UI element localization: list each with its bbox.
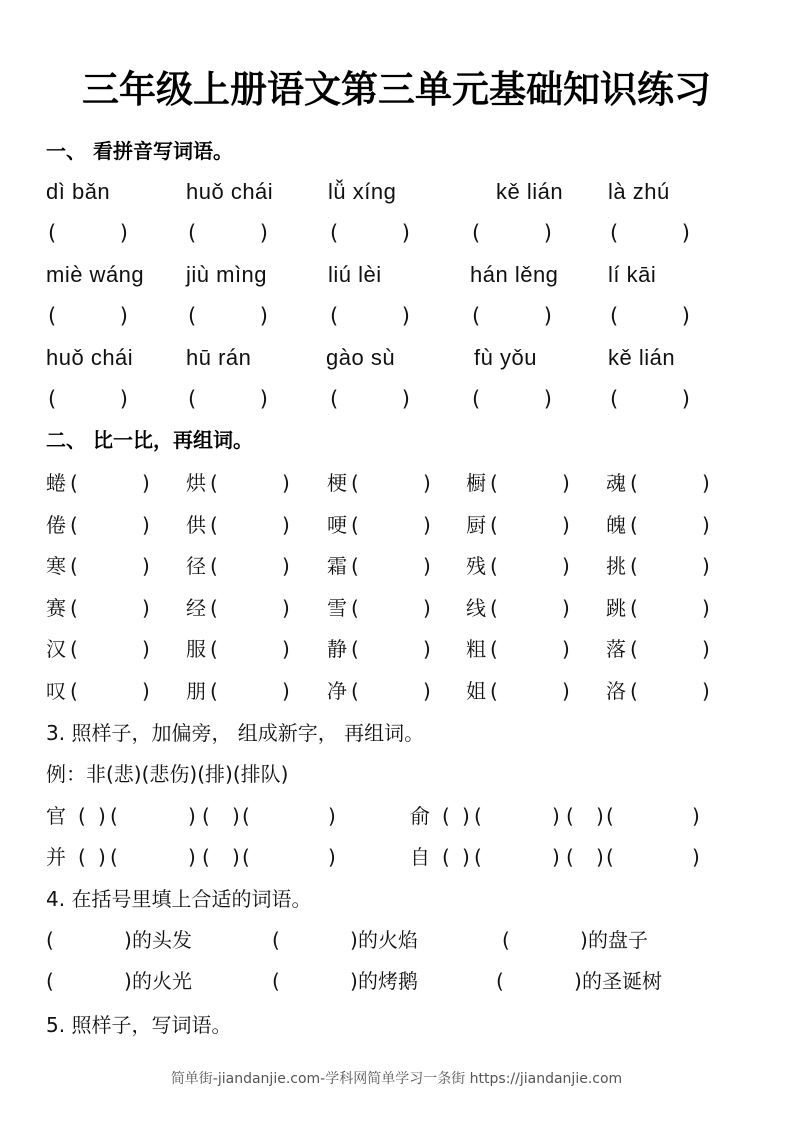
close-paren: ) bbox=[681, 221, 690, 245]
close-paren: ) bbox=[562, 471, 570, 495]
compare-item[interactable] bbox=[466, 551, 586, 581]
open-paren: ( bbox=[442, 845, 450, 869]
close-paren: ) bbox=[98, 804, 106, 828]
open-paren: ( bbox=[70, 554, 78, 578]
close-paren: ) bbox=[552, 804, 560, 828]
close-paren: ) bbox=[543, 221, 552, 245]
open-paren: ( bbox=[78, 845, 86, 869]
close-paren: ) bbox=[596, 845, 604, 869]
base-char: 并 bbox=[46, 845, 66, 869]
compare-row bbox=[0, 593, 793, 623]
compare-item[interactable] bbox=[46, 551, 166, 581]
base-char: 俞 bbox=[410, 804, 430, 828]
pinyin-row bbox=[0, 260, 793, 290]
radical-item[interactable] bbox=[46, 801, 376, 831]
answer-row bbox=[0, 384, 793, 414]
answer-blank[interactable] bbox=[46, 218, 128, 248]
open-paren: ( bbox=[474, 804, 482, 828]
open-paren: ( bbox=[70, 471, 78, 495]
close-paren: ) bbox=[702, 637, 710, 661]
pinyin-prompt: huǒ chái bbox=[186, 179, 274, 204]
answer-blank[interactable] bbox=[470, 301, 552, 331]
open-paren: ( bbox=[188, 221, 197, 245]
compare-char: 静 bbox=[327, 637, 347, 661]
compare-char: 哽 bbox=[327, 513, 347, 537]
fill-item[interactable] bbox=[46, 925, 246, 955]
pinyin-row bbox=[0, 343, 793, 373]
close-paren: ) bbox=[702, 513, 710, 537]
open-paren: ( bbox=[210, 596, 218, 620]
compare-item[interactable] bbox=[466, 510, 586, 540]
close-paren: ) bbox=[119, 304, 128, 328]
answer-blank[interactable] bbox=[470, 218, 552, 248]
open-paren: ( bbox=[110, 845, 118, 869]
close-paren: ) bbox=[232, 804, 240, 828]
open-paren: ( bbox=[70, 637, 78, 661]
close-paren: ) bbox=[423, 596, 431, 620]
answer-blank[interactable] bbox=[328, 301, 410, 331]
open-paren: ( bbox=[490, 596, 498, 620]
compare-item[interactable] bbox=[327, 634, 447, 664]
compare-char: 橱 bbox=[466, 471, 486, 495]
compare-item[interactable] bbox=[46, 593, 166, 623]
close-paren: ) bbox=[692, 804, 700, 828]
open-paren: ( bbox=[502, 928, 510, 952]
close-paren: ) bbox=[401, 304, 410, 328]
compare-item[interactable] bbox=[466, 634, 586, 664]
answer-blank[interactable] bbox=[46, 301, 128, 331]
section-heading-fill-words: 4. 在括号里填上合适的词语。 bbox=[46, 887, 312, 911]
section-heading-radicals: 3. 照样子，加偏旁， 组成新字， 再组词。 bbox=[46, 721, 425, 745]
close-paren: ) bbox=[282, 513, 290, 537]
close-paren: ) bbox=[282, 554, 290, 578]
open-paren: ( bbox=[242, 845, 250, 869]
compare-item[interactable] bbox=[327, 593, 447, 623]
pinyin-prompt: miè wáng bbox=[46, 262, 145, 287]
close-paren: ) bbox=[543, 387, 552, 411]
noun-phrase: 的烤鹅 bbox=[358, 969, 418, 993]
open-paren: ( bbox=[490, 513, 498, 537]
close-paren: ) bbox=[259, 304, 268, 328]
open-paren: ( bbox=[351, 596, 359, 620]
open-paren: ( bbox=[272, 969, 280, 993]
open-paren: ( bbox=[630, 637, 638, 661]
pinyin-prompt: jiù mìng bbox=[186, 262, 268, 287]
compare-item[interactable] bbox=[46, 510, 166, 540]
close-paren: ) bbox=[282, 596, 290, 620]
fill-item[interactable] bbox=[502, 925, 702, 955]
open-paren: ( bbox=[202, 845, 210, 869]
open-paren: ( bbox=[351, 471, 359, 495]
compare-char: 魄 bbox=[606, 513, 626, 537]
compare-item[interactable] bbox=[606, 676, 726, 706]
close-paren: ) bbox=[562, 513, 570, 537]
close-paren: ) bbox=[423, 554, 431, 578]
open-paren: ( bbox=[70, 679, 78, 703]
section-heading-pinyin: 一、 看拼音写词语。 bbox=[46, 139, 233, 163]
open-paren: ( bbox=[630, 471, 638, 495]
open-paren: ( bbox=[351, 554, 359, 578]
close-paren: ) bbox=[702, 471, 710, 495]
close-paren: ) bbox=[702, 554, 710, 578]
close-paren: ) bbox=[232, 845, 240, 869]
open-paren: ( bbox=[610, 304, 619, 328]
compare-item[interactable] bbox=[606, 593, 726, 623]
close-paren: ) bbox=[119, 387, 128, 411]
fill-item[interactable] bbox=[272, 925, 472, 955]
answer-row bbox=[0, 301, 793, 331]
open-paren: ( bbox=[630, 596, 638, 620]
pinyin-prompt: lí kāi bbox=[608, 262, 657, 287]
compare-char: 服 bbox=[186, 637, 206, 661]
footer-watermark: 简单街-jiandanjie.com-学科网简单学习一条街 https://jiandanjie.com bbox=[170, 1071, 623, 1087]
pinyin-row bbox=[0, 177, 793, 207]
open-paren: ( bbox=[610, 387, 619, 411]
close-paren: ) bbox=[142, 679, 150, 703]
open-paren: ( bbox=[330, 304, 339, 328]
open-paren: ( bbox=[210, 554, 218, 578]
close-paren: ) bbox=[462, 804, 470, 828]
close-paren: ) bbox=[142, 471, 150, 495]
open-paren: ( bbox=[46, 928, 54, 952]
close-paren: ) bbox=[142, 637, 150, 661]
close-paren: ) bbox=[562, 637, 570, 661]
close-paren: ) bbox=[124, 928, 132, 952]
close-paren: ) bbox=[580, 928, 588, 952]
close-paren: ) bbox=[562, 596, 570, 620]
answer-blank[interactable] bbox=[186, 301, 268, 331]
close-paren: ) bbox=[423, 513, 431, 537]
compare-item[interactable] bbox=[466, 676, 586, 706]
compare-item[interactable] bbox=[186, 593, 306, 623]
close-paren: ) bbox=[702, 596, 710, 620]
compare-item[interactable] bbox=[186, 468, 306, 498]
close-paren: ) bbox=[552, 845, 560, 869]
pinyin-prompt: hán lěng bbox=[470, 262, 559, 287]
open-paren: ( bbox=[630, 513, 638, 537]
compare-char: 雪 bbox=[327, 596, 347, 620]
compare-char: 倦 bbox=[46, 513, 66, 537]
close-paren: ) bbox=[681, 304, 690, 328]
noun-phrase: 的圣诞树 bbox=[582, 969, 662, 993]
compare-char: 洛 bbox=[606, 679, 626, 703]
close-paren: ) bbox=[350, 928, 358, 952]
section-heading-write-words: 5. 照样子，写词语。 bbox=[46, 1013, 232, 1037]
answer-blank[interactable] bbox=[46, 384, 128, 414]
compare-row bbox=[0, 634, 793, 664]
base-char: 自 bbox=[410, 845, 430, 869]
open-paren: ( bbox=[272, 928, 280, 952]
close-paren: ) bbox=[702, 679, 710, 703]
pinyin-prompt: hū rán bbox=[186, 345, 252, 370]
answer-blank[interactable] bbox=[608, 301, 690, 331]
compare-item[interactable] bbox=[46, 676, 166, 706]
open-paren: ( bbox=[474, 845, 482, 869]
answer-blank[interactable] bbox=[608, 384, 690, 414]
close-paren: ) bbox=[188, 804, 196, 828]
open-paren: ( bbox=[210, 471, 218, 495]
open-paren: ( bbox=[210, 513, 218, 537]
close-paren: ) bbox=[462, 845, 470, 869]
compare-char: 落 bbox=[606, 637, 626, 661]
pinyin-prompt: huǒ chái bbox=[46, 345, 134, 370]
fill-row bbox=[0, 966, 793, 996]
close-paren: ) bbox=[562, 679, 570, 703]
answer-blank[interactable] bbox=[186, 218, 268, 248]
open-paren: ( bbox=[46, 969, 54, 993]
open-paren: ( bbox=[330, 387, 339, 411]
compare-item[interactable] bbox=[606, 510, 726, 540]
compare-item[interactable] bbox=[186, 551, 306, 581]
close-paren: ) bbox=[401, 387, 410, 411]
compare-row bbox=[0, 468, 793, 498]
open-paren: ( bbox=[496, 969, 504, 993]
open-paren: ( bbox=[188, 387, 197, 411]
compare-item[interactable] bbox=[327, 551, 447, 581]
open-paren: ( bbox=[78, 804, 86, 828]
compare-item[interactable] bbox=[46, 634, 166, 664]
close-paren: ) bbox=[692, 845, 700, 869]
noun-phrase: 的头发 bbox=[132, 928, 192, 952]
noun-phrase: 的火光 bbox=[132, 969, 192, 993]
radical-item[interactable] bbox=[410, 842, 740, 872]
open-paren: ( bbox=[606, 845, 614, 869]
compare-char: 魂 bbox=[606, 471, 626, 495]
compare-item[interactable] bbox=[327, 468, 447, 498]
compare-item[interactable] bbox=[327, 510, 447, 540]
pinyin-prompt: là zhú bbox=[608, 179, 670, 204]
open-paren: ( bbox=[70, 596, 78, 620]
open-paren: ( bbox=[48, 387, 57, 411]
answer-blank[interactable] bbox=[470, 384, 552, 414]
compare-char: 汉 bbox=[46, 637, 66, 661]
compare-char: 寒 bbox=[46, 554, 66, 578]
compare-char: 霜 bbox=[327, 554, 347, 578]
noun-phrase: 的火焰 bbox=[358, 928, 418, 952]
compare-char: 厨 bbox=[466, 513, 486, 537]
compare-char: 净 bbox=[327, 679, 347, 703]
close-paren: ) bbox=[282, 637, 290, 661]
compare-char: 经 bbox=[186, 596, 206, 620]
open-paren: ( bbox=[110, 804, 118, 828]
compare-item[interactable] bbox=[606, 551, 726, 581]
open-paren: ( bbox=[351, 513, 359, 537]
open-paren: ( bbox=[242, 804, 250, 828]
compare-char: 姐 bbox=[466, 679, 486, 703]
noun-phrase: 的盘子 bbox=[588, 928, 648, 952]
fill-item[interactable] bbox=[272, 966, 472, 996]
close-paren: ) bbox=[124, 969, 132, 993]
fill-item[interactable] bbox=[46, 966, 246, 996]
pinyin-prompt: liú lèi bbox=[328, 262, 382, 287]
answer-blank[interactable] bbox=[328, 218, 410, 248]
compare-char: 跳 bbox=[606, 596, 626, 620]
compare-item[interactable] bbox=[186, 634, 306, 664]
open-paren: ( bbox=[630, 554, 638, 578]
open-paren: ( bbox=[490, 679, 498, 703]
open-paren: ( bbox=[48, 221, 57, 245]
close-paren: ) bbox=[543, 304, 552, 328]
close-paren: ) bbox=[350, 969, 358, 993]
pinyin-prompt: gào sù bbox=[326, 345, 396, 370]
open-paren: ( bbox=[472, 221, 481, 245]
close-paren: ) bbox=[574, 969, 582, 993]
close-paren: ) bbox=[98, 845, 106, 869]
radical-row bbox=[0, 801, 793, 831]
close-paren: ) bbox=[282, 471, 290, 495]
radical-item[interactable] bbox=[410, 801, 740, 831]
compare-char: 蜷 bbox=[46, 471, 66, 495]
compare-item[interactable] bbox=[186, 510, 306, 540]
compare-char: 赛 bbox=[46, 596, 66, 620]
pinyin-prompt: kě lián bbox=[608, 345, 676, 370]
open-paren: ( bbox=[210, 679, 218, 703]
close-paren: ) bbox=[596, 804, 604, 828]
compare-char: 烘 bbox=[186, 471, 206, 495]
close-paren: ) bbox=[259, 221, 268, 245]
compare-char: 挑 bbox=[606, 554, 626, 578]
compare-char: 线 bbox=[466, 596, 486, 620]
open-paren: ( bbox=[472, 304, 481, 328]
close-paren: ) bbox=[142, 554, 150, 578]
section-heading-compare: 二、 比一比，再组词。 bbox=[46, 428, 253, 452]
compare-item[interactable] bbox=[466, 468, 586, 498]
close-paren: ) bbox=[142, 513, 150, 537]
pinyin-prompt: kě lián bbox=[496, 179, 564, 204]
close-paren: ) bbox=[188, 845, 196, 869]
open-paren: ( bbox=[566, 845, 574, 869]
fill-item[interactable] bbox=[496, 966, 696, 996]
close-paren: ) bbox=[423, 679, 431, 703]
compare-row bbox=[0, 510, 793, 540]
pinyin-prompt: lǚ xíng bbox=[328, 179, 397, 204]
compare-item[interactable] bbox=[606, 468, 726, 498]
open-paren: ( bbox=[490, 637, 498, 661]
close-paren: ) bbox=[423, 637, 431, 661]
compare-item[interactable] bbox=[327, 676, 447, 706]
pinyin-prompt: dì bǎn bbox=[46, 179, 111, 204]
pinyin-prompt: fù yǒu bbox=[474, 345, 537, 370]
open-paren: ( bbox=[606, 804, 614, 828]
close-paren: ) bbox=[562, 554, 570, 578]
open-paren: ( bbox=[442, 804, 450, 828]
open-paren: ( bbox=[330, 221, 339, 245]
radical-row bbox=[0, 842, 793, 872]
compare-char: 径 bbox=[186, 554, 206, 578]
close-paren: ) bbox=[259, 387, 268, 411]
answer-blank[interactable] bbox=[186, 384, 268, 414]
close-paren: ) bbox=[328, 845, 336, 869]
answer-blank[interactable] bbox=[328, 384, 410, 414]
open-paren: ( bbox=[472, 387, 481, 411]
open-paren: ( bbox=[70, 513, 78, 537]
close-paren: ) bbox=[328, 804, 336, 828]
open-paren: ( bbox=[490, 554, 498, 578]
compare-row bbox=[0, 676, 793, 706]
compare-item[interactable] bbox=[46, 468, 166, 498]
open-paren: ( bbox=[48, 304, 57, 328]
radical-example: 例：非(悲)(悲伤)(排)(排队) bbox=[46, 762, 289, 786]
compare-item[interactable] bbox=[606, 634, 726, 664]
close-paren: ) bbox=[423, 471, 431, 495]
compare-char: 粗 bbox=[466, 637, 486, 661]
compare-char: 梗 bbox=[327, 471, 347, 495]
open-paren: ( bbox=[630, 679, 638, 703]
close-paren: ) bbox=[681, 387, 690, 411]
open-paren: ( bbox=[490, 471, 498, 495]
compare-item[interactable] bbox=[186, 676, 306, 706]
close-paren: ) bbox=[282, 679, 290, 703]
compare-item[interactable] bbox=[466, 593, 586, 623]
open-paren: ( bbox=[202, 804, 210, 828]
compare-char: 朋 bbox=[186, 679, 206, 703]
base-char: 官 bbox=[46, 804, 66, 828]
close-paren: ) bbox=[119, 221, 128, 245]
open-paren: ( bbox=[188, 304, 197, 328]
compare-char: 供 bbox=[186, 513, 206, 537]
open-paren: ( bbox=[610, 221, 619, 245]
fill-row bbox=[0, 925, 793, 955]
answer-blank[interactable] bbox=[608, 218, 690, 248]
compare-char: 残 bbox=[466, 554, 486, 578]
open-paren: ( bbox=[210, 637, 218, 661]
compare-char: 叹 bbox=[46, 679, 66, 703]
close-paren: ) bbox=[142, 596, 150, 620]
radical-item[interactable] bbox=[46, 842, 376, 872]
close-paren: ) bbox=[401, 221, 410, 245]
open-paren: ( bbox=[351, 637, 359, 661]
page-title: 三年级上册语文第三单元基础知识练习 bbox=[82, 68, 711, 111]
open-paren: ( bbox=[351, 679, 359, 703]
answer-row bbox=[0, 218, 793, 248]
open-paren: ( bbox=[566, 804, 574, 828]
compare-row bbox=[0, 551, 793, 581]
